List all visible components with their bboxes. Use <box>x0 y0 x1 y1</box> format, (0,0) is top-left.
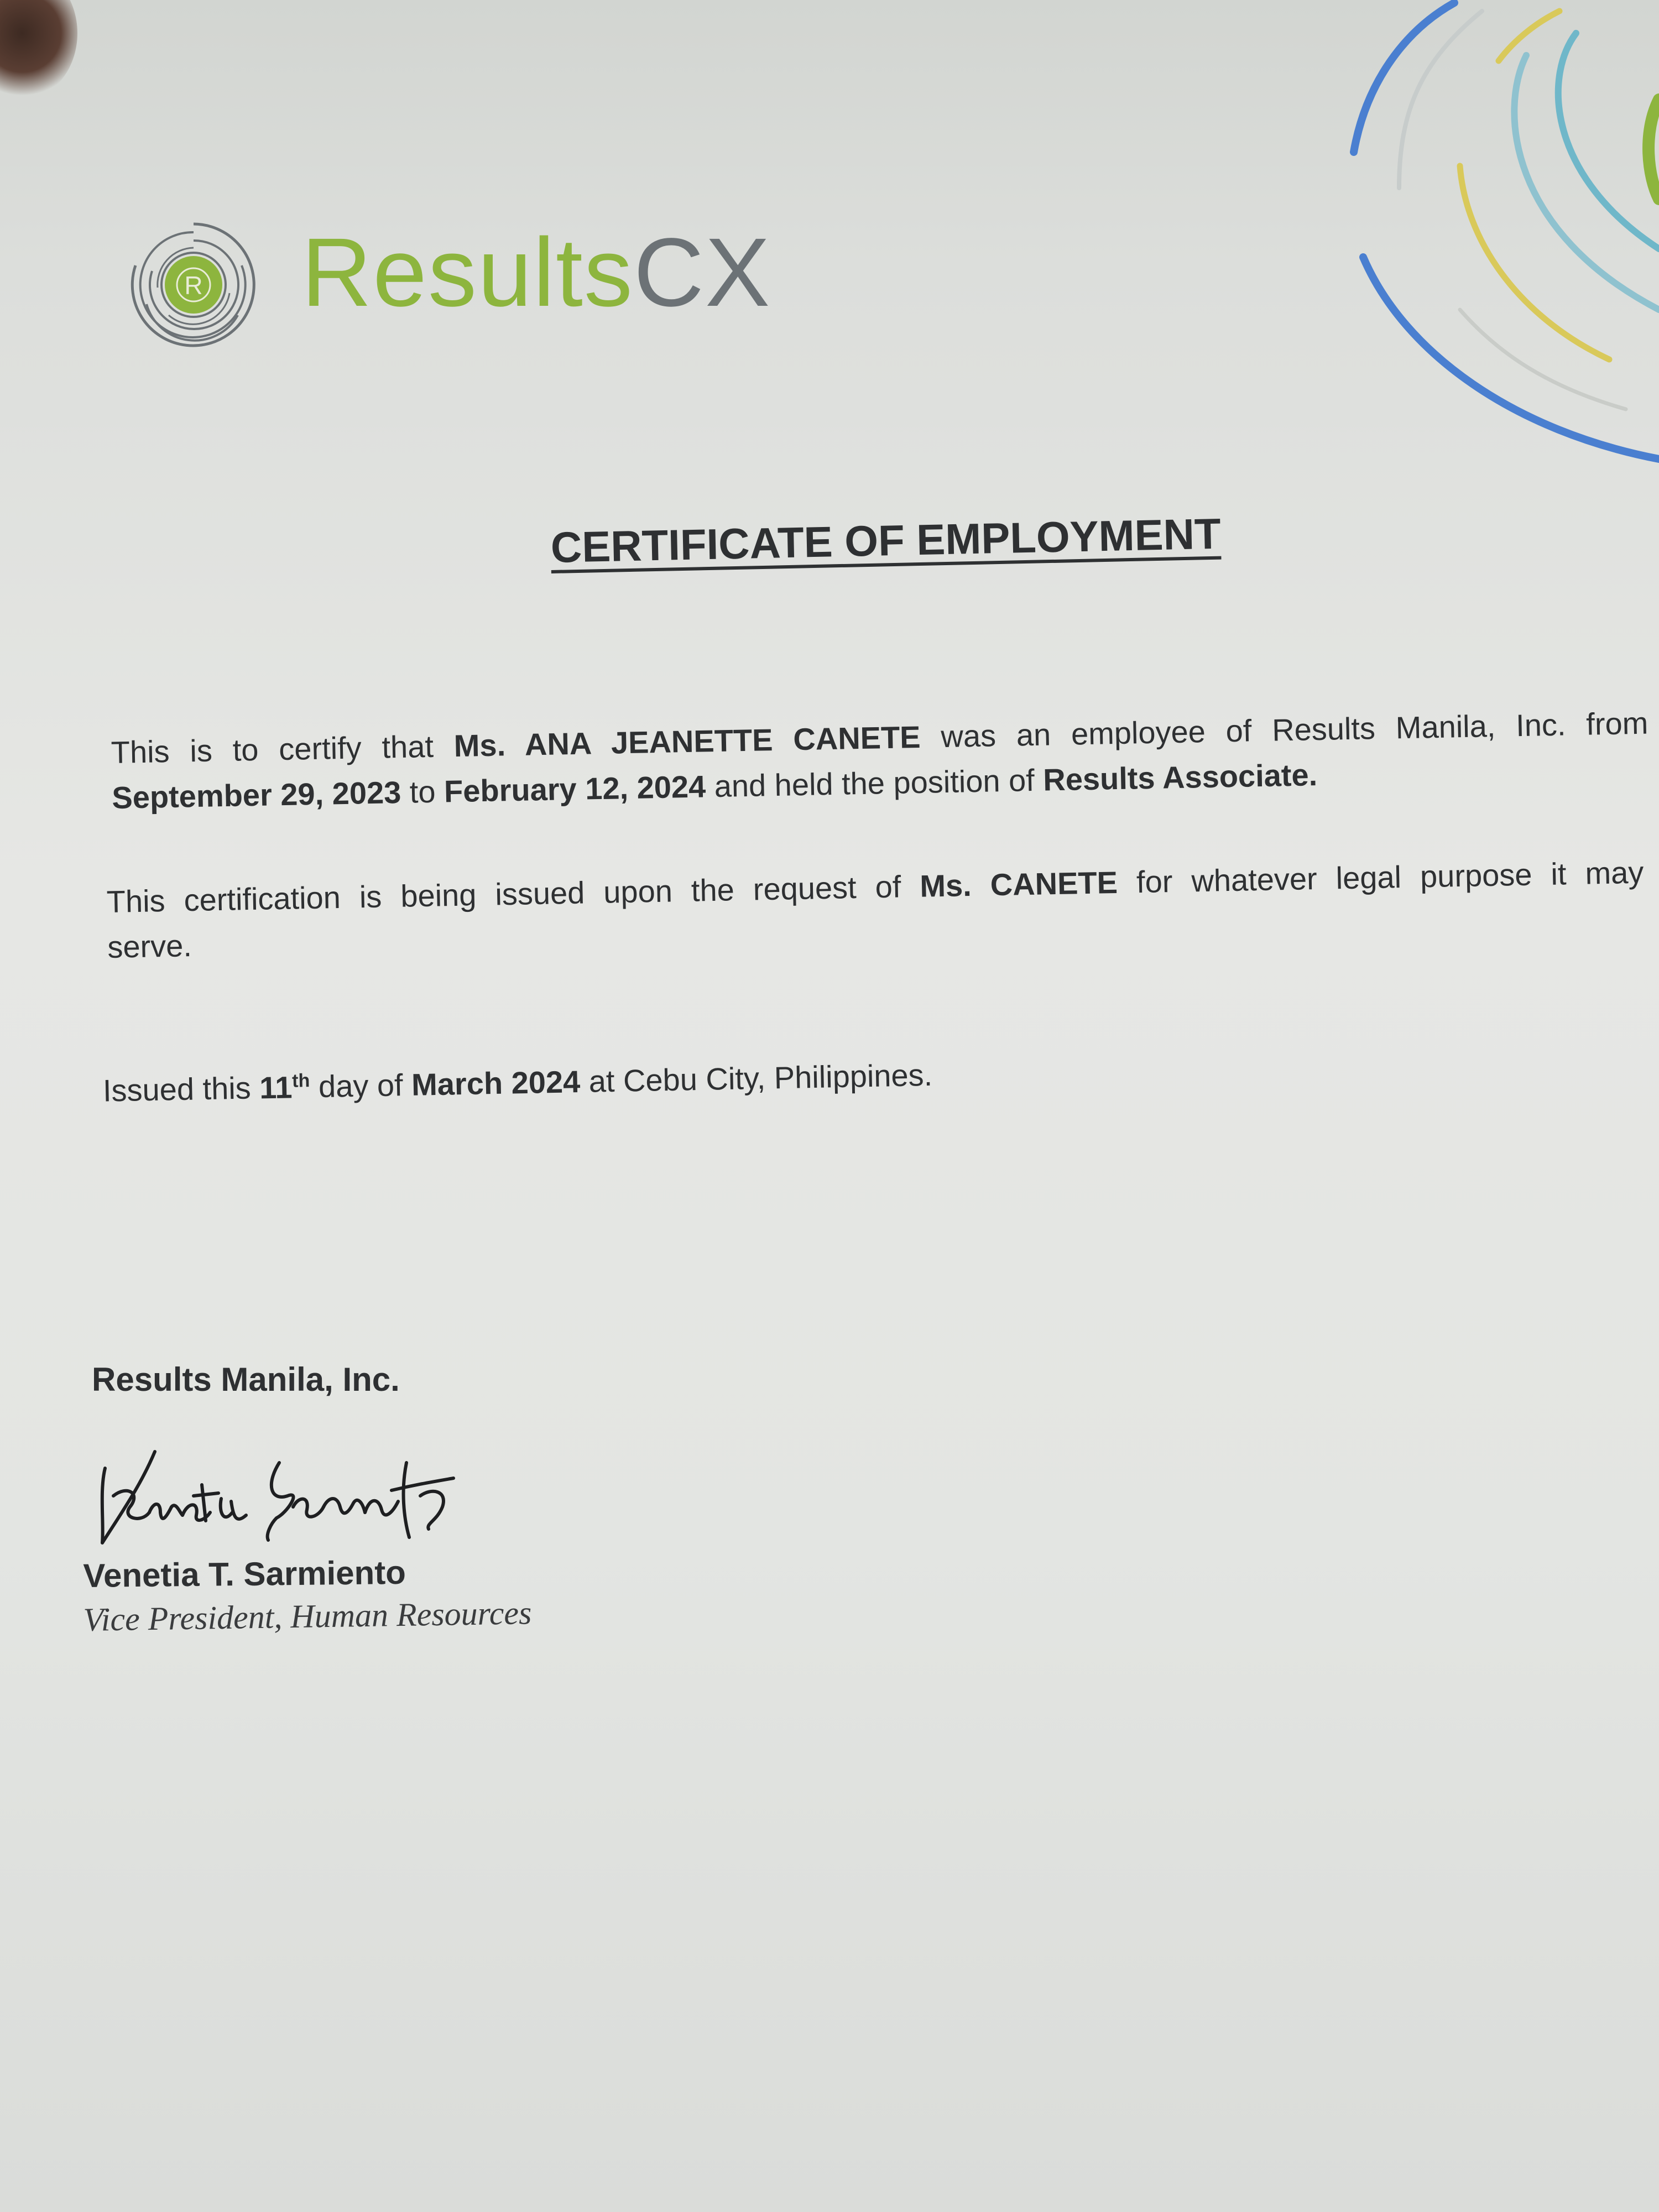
handwritten-signature <box>88 1430 476 1551</box>
end-date: February 12, 2024 <box>444 769 706 809</box>
company-name: Results Manila, Inc. <box>92 1361 400 1398</box>
issue-day: 11th <box>259 1070 310 1105</box>
decorative-arcs-icon <box>1316 0 1659 487</box>
logo-wordmark-results: Results <box>301 218 634 327</box>
purpose-paragraph <box>106 850 1645 970</box>
paragraph2-line1: This certification is being issued upon the request of Ms. CANETE for whatever legal purpose it may <box>106 854 1644 919</box>
logo-wordmark-cx: CX <box>633 218 771 327</box>
paragraph1-line1: This is to certify that Ms. ANA JEANETTE CANETE was an employee of Results Manila, Inc. from <box>111 705 1648 770</box>
issue-location: at Cebu City, Philippines. <box>588 1057 933 1099</box>
issued-statement: Issued this 11th day of March 2024 at Cebu City, Philippines. <box>102 1057 933 1108</box>
position-title: Results Associate. <box>1042 757 1318 797</box>
start-date: September 29, 2023 <box>111 774 401 815</box>
paragraph2-line2: serve. <box>107 928 192 964</box>
issue-month-year: March 2024 <box>411 1064 581 1102</box>
logo-emblem-letter: R <box>184 271 203 300</box>
requester-name: Ms. CANETE <box>919 864 1118 904</box>
finger-shadow <box>0 0 77 100</box>
paragraph1-line2: September 29, 2023 to February 12, 2024 and held the position of Results Associate. <box>111 757 1318 815</box>
certification-paragraph <box>111 701 1650 821</box>
certificate-title: CERTIFICATE OF EMPLOYMENT <box>550 509 1222 572</box>
signer-title: Vice President, Human Resources <box>83 1594 532 1638</box>
logo-wordmark <box>301 218 771 327</box>
results-cx-logo-icon <box>113 210 274 359</box>
signer-name: Venetia T. Sarmiento <box>83 1553 406 1594</box>
employee-name: Ms. ANA JEANETTE CANETE <box>453 719 921 764</box>
